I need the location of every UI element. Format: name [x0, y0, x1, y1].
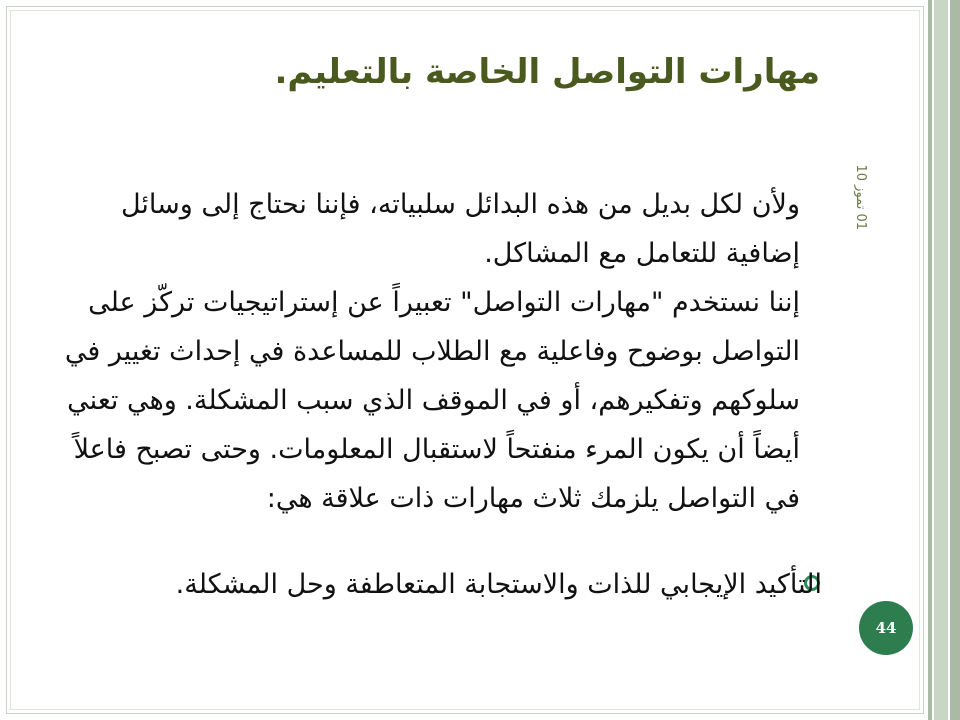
- slide-title: مهارات التواصل الخاصة بالتعليم.: [274, 52, 820, 92]
- page-number-badge: 44: [859, 601, 913, 655]
- side-stripe: [950, 0, 960, 720]
- paragraph: إننا نستخدم "مهارات التواصل" تعبيراً عن إستراتيجيات تركّز على التواصل بوضوح وفاعلية مع الطلاب للمساعدة في إحداث تغيير في سلوكهم وتفكيرهم، أو في الموقف الذي سبب المشكلة. وهي تعني أيضاً أن يكون المرء منفتحاً لاستقبال المعلومات. وحتى تصبح فاعلاً في التواصل يلزمك ثلاث مهارات ذات علاقة هي:: [64, 287, 800, 514]
- paragraph: ولأن لكل بديل من هذه البدائل سلبياته، فإننا نحتاج إلى وسائل إضافية للتعامل مع المشاكل.: [120, 189, 800, 269]
- side-stripe: [934, 0, 948, 720]
- side-stripe: [928, 0, 932, 720]
- bullet-item: التأكيد الإيجابي للذات والاستجابة المتعاطفة وحل المشكلة.: [175, 569, 822, 600]
- slide-body: [60, 180, 800, 523]
- date-label: 01 تموز 10: [853, 164, 868, 230]
